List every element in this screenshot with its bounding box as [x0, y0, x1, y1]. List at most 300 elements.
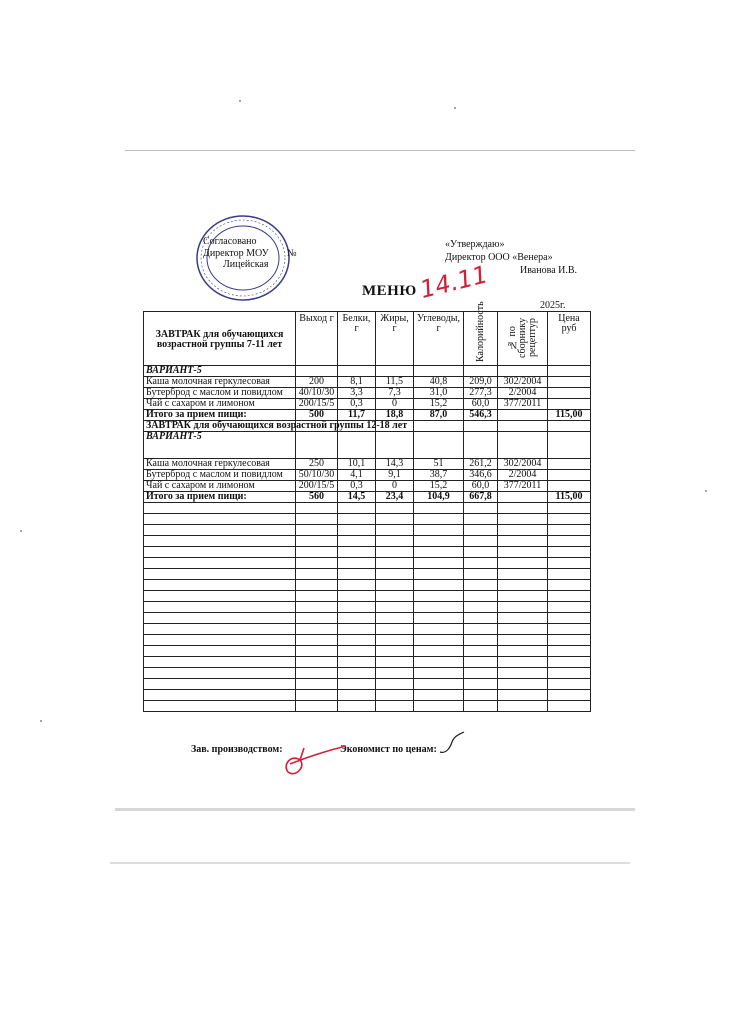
footer-economist: Экономист по ценам:: [340, 744, 437, 755]
col-recipe: № по сборнику рецептур: [506, 317, 538, 359]
empty-row: [144, 602, 591, 613]
dish-row: [144, 459, 591, 470]
dish-recipe: 302/2004: [498, 459, 548, 470]
empty-cell: [338, 514, 376, 525]
empty-cell: [414, 503, 464, 514]
empty-cell: [338, 536, 376, 547]
empty-cell: [376, 668, 414, 679]
dish-yield: 40/10/30: [296, 388, 338, 399]
dish-protein: 4,1: [338, 470, 376, 481]
empty-cell: [498, 366, 548, 377]
total-label: Итого за прием пищи:: [144, 492, 296, 503]
stamp-agreed: Согласовано: [203, 236, 257, 247]
approval-director: Директор ООО «Венера»: [445, 252, 553, 263]
dish-fat: 0: [376, 399, 414, 410]
empty-cell: [498, 580, 548, 591]
dish-name: Бутерброд с маслом и повидлом: [144, 388, 296, 399]
dish-yield: 250: [296, 459, 338, 470]
empty-cell: [144, 657, 296, 668]
empty-cell: [144, 613, 296, 624]
empty-cell: [464, 657, 498, 668]
handwritten-date: 14.11: [417, 260, 491, 304]
dish-price: [548, 377, 591, 388]
empty-cell: [548, 514, 591, 525]
empty-cell: [144, 514, 296, 525]
empty-cell: [296, 679, 338, 690]
empty-cell: [498, 690, 548, 701]
black-signature: [436, 730, 466, 756]
empty-cell: [144, 569, 296, 580]
scan-speck: [454, 107, 456, 109]
empty-cell: [338, 624, 376, 635]
empty-cell: [296, 536, 338, 547]
empty-cell: [338, 679, 376, 690]
dish-calories: 277,3: [464, 388, 498, 399]
empty-cell: [464, 580, 498, 591]
empty-cell: [498, 657, 548, 668]
empty-row: [144, 514, 591, 525]
dish-protein: 8,1: [338, 377, 376, 388]
empty-cell: [548, 679, 591, 690]
empty-cell: [144, 536, 296, 547]
empty-cell: [296, 646, 338, 657]
empty-cell: [548, 366, 591, 377]
scan-line-bottom: [110, 862, 630, 864]
empty-cell: [548, 657, 591, 668]
empty-cell: [464, 366, 498, 377]
dish-carbs: 38,7: [414, 470, 464, 481]
variant-label: ВАРИАНТ-5: [144, 432, 296, 459]
empty-cell: [498, 536, 548, 547]
dish-yield: 200/15/5: [296, 481, 338, 492]
empty-cell: [464, 668, 498, 679]
empty-row: [144, 580, 591, 591]
empty-cell: [464, 690, 498, 701]
empty-cell: [296, 624, 338, 635]
variant-label: ВАРИАНТ-5: [144, 366, 296, 377]
col-calories: Калорийность: [474, 301, 486, 362]
dish-price: [548, 399, 591, 410]
total-protein: 14,5: [338, 492, 376, 503]
empty-cell: [338, 432, 376, 459]
empty-cell: [376, 701, 414, 712]
total-protein: 11,7: [338, 410, 376, 421]
empty-cell: [338, 569, 376, 580]
total-calories: 667,8: [464, 492, 498, 503]
dish-recipe: 302/2004: [498, 377, 548, 388]
empty-cell: [498, 569, 548, 580]
empty-row: [144, 503, 591, 514]
empty-cell: [376, 547, 414, 558]
empty-cell: [464, 646, 498, 657]
menu-body: [144, 366, 591, 712]
empty-cell: [296, 602, 338, 613]
empty-cell: [464, 421, 498, 432]
empty-cell: [376, 525, 414, 536]
dish-recipe: 2/2004: [498, 388, 548, 399]
total-fat: 18,8: [376, 410, 414, 421]
empty-row: [144, 679, 591, 690]
total-row: [144, 492, 591, 503]
empty-cell: [296, 525, 338, 536]
stamp-number-label: №: [287, 248, 297, 259]
empty-row: [144, 558, 591, 569]
empty-cell: [296, 657, 338, 668]
empty-cell: [376, 503, 414, 514]
empty-cell: [548, 547, 591, 558]
dish-calories: 60,0: [464, 399, 498, 410]
empty-cell: [414, 602, 464, 613]
empty-cell: [144, 624, 296, 635]
dish-protein: 3,3: [338, 388, 376, 399]
empty-cell: [296, 569, 338, 580]
empty-cell: [376, 602, 414, 613]
empty-cell: [548, 646, 591, 657]
dish-row: [144, 377, 591, 388]
empty-cell: [144, 602, 296, 613]
col-yield: Выход г: [296, 312, 338, 366]
empty-cell: [338, 613, 376, 624]
total-recipe: [498, 492, 548, 503]
empty-cell: [464, 514, 498, 525]
dish-price: [548, 481, 591, 492]
empty-cell: [548, 432, 591, 459]
col-fat: Жиры, г: [376, 312, 414, 366]
empty-cell: [464, 525, 498, 536]
dish-carbs: 15,2: [414, 481, 464, 492]
empty-cell: [498, 646, 548, 657]
dish-row: [144, 481, 591, 492]
red-signature: [280, 742, 350, 782]
empty-cell: [498, 421, 548, 432]
empty-row: [144, 635, 591, 646]
empty-cell: [414, 366, 464, 377]
dish-fat: 0: [376, 481, 414, 492]
empty-cell: [414, 613, 464, 624]
variant-row: [144, 366, 591, 377]
empty-cell: [464, 547, 498, 558]
empty-cell: [296, 613, 338, 624]
empty-cell: [548, 591, 591, 602]
empty-cell: [338, 503, 376, 514]
empty-cell: [548, 569, 591, 580]
empty-cell: [296, 503, 338, 514]
dish-row: [144, 388, 591, 399]
empty-cell: [414, 690, 464, 701]
col-recipe-cell: [498, 312, 548, 366]
empty-cell: [338, 690, 376, 701]
empty-row: [144, 613, 591, 624]
empty-cell: [498, 624, 548, 635]
empty-cell: [414, 514, 464, 525]
empty-cell: [144, 635, 296, 646]
empty-cell: [338, 668, 376, 679]
scan-speck: [40, 720, 42, 722]
empty-cell: [464, 613, 498, 624]
empty-cell: [548, 536, 591, 547]
empty-cell: [338, 701, 376, 712]
total-price: 115,00: [548, 410, 591, 421]
empty-row: [144, 668, 591, 679]
empty-cell: [498, 558, 548, 569]
year-label: 2025г.: [540, 300, 566, 311]
empty-cell: [498, 613, 548, 624]
empty-cell: [548, 525, 591, 536]
dish-price: [548, 459, 591, 470]
total-carbs: 87,0: [414, 410, 464, 421]
empty-cell: [414, 668, 464, 679]
empty-cell: [498, 503, 548, 514]
dish-calories: 209,0: [464, 377, 498, 388]
empty-row: [144, 646, 591, 657]
empty-cell: [414, 635, 464, 646]
empty-cell: [144, 547, 296, 558]
variant-row: [144, 432, 591, 459]
empty-cell: [498, 635, 548, 646]
dish-name: Бутерброд с маслом и повидлом: [144, 470, 296, 481]
scan-speck: [20, 530, 22, 532]
empty-cell: [464, 558, 498, 569]
empty-cell: [548, 668, 591, 679]
empty-cell: [414, 432, 464, 459]
empty-cell: [144, 701, 296, 712]
empty-cell: [464, 432, 498, 459]
empty-cell: [338, 366, 376, 377]
total-recipe: [498, 410, 548, 421]
empty-cell: [144, 580, 296, 591]
empty-cell: [498, 525, 548, 536]
dish-row: [144, 470, 591, 481]
approval-heading: «Утверждаю»: [445, 239, 505, 250]
empty-cell: [338, 525, 376, 536]
scan-line-top: [125, 150, 635, 151]
total-calories: 546,3: [464, 410, 498, 421]
empty-cell: [414, 580, 464, 591]
empty-cell: [548, 624, 591, 635]
empty-cell: [376, 580, 414, 591]
empty-cell: [144, 668, 296, 679]
empty-cell: [498, 602, 548, 613]
group-1-title: ЗАВТРАК для обучающихся возрастной группы 7-11 лет: [144, 312, 296, 366]
empty-cell: [376, 690, 414, 701]
empty-cell: [414, 591, 464, 602]
empty-cell: [548, 503, 591, 514]
approval-name: Иванова И.В.: [520, 265, 578, 276]
empty-row: [144, 525, 591, 536]
empty-cell: [144, 690, 296, 701]
empty-cell: [464, 503, 498, 514]
footer-production-head: Зав. производством:: [191, 744, 283, 755]
empty-cell: [296, 514, 338, 525]
empty-cell: [498, 701, 548, 712]
empty-cell: [498, 432, 548, 459]
empty-cell: [338, 657, 376, 668]
total-yield: 560: [296, 492, 338, 503]
empty-cell: [296, 701, 338, 712]
col-carbs: Углеводы, г: [414, 312, 464, 366]
empty-cell: [464, 536, 498, 547]
dish-fat: 11,5: [376, 377, 414, 388]
empty-cell: [296, 366, 338, 377]
empty-cell: [464, 635, 498, 646]
empty-row: [144, 569, 591, 580]
empty-cell: [498, 514, 548, 525]
dish-yield: 200: [296, 377, 338, 388]
empty-cell: [414, 624, 464, 635]
empty-cell: [376, 591, 414, 602]
empty-cell: [296, 591, 338, 602]
empty-cell: [144, 525, 296, 536]
dish-name: Чай с сахаром и лимоном: [144, 481, 296, 492]
dish-carbs: 15,2: [414, 399, 464, 410]
total-fat: 23,4: [376, 492, 414, 503]
empty-cell: [144, 558, 296, 569]
empty-cell: [338, 591, 376, 602]
empty-cell: [464, 679, 498, 690]
empty-cell: [376, 558, 414, 569]
empty-cell: [376, 366, 414, 377]
empty-cell: [296, 432, 338, 459]
empty-cell: [376, 536, 414, 547]
empty-row: [144, 690, 591, 701]
empty-cell: [548, 580, 591, 591]
empty-cell: [296, 558, 338, 569]
empty-row: [144, 591, 591, 602]
total-label: Итого за прием пищи:: [144, 410, 296, 421]
empty-cell: [376, 432, 414, 459]
dish-protein: 0,3: [338, 399, 376, 410]
dish-calories: 60,0: [464, 481, 498, 492]
dish-price: [548, 470, 591, 481]
empty-cell: [498, 679, 548, 690]
empty-row: [144, 701, 591, 712]
empty-cell: [498, 547, 548, 558]
empty-cell: [414, 657, 464, 668]
empty-cell: [296, 547, 338, 558]
empty-cell: [338, 547, 376, 558]
dish-name: Чай с сахаром и лимоном: [144, 399, 296, 410]
empty-cell: [548, 701, 591, 712]
empty-cell: [376, 657, 414, 668]
dish-yield: 50/10/30: [296, 470, 338, 481]
col-calories-cell: [464, 301, 498, 366]
empty-cell: [548, 613, 591, 624]
stamp-school: Лицейская: [223, 259, 269, 270]
dish-recipe: 377/2011: [498, 481, 548, 492]
dish-fat: 9,1: [376, 470, 414, 481]
scan-speck: [705, 490, 707, 492]
empty-cell: [338, 580, 376, 591]
empty-cell: [414, 646, 464, 657]
scan-speck: [239, 100, 241, 102]
empty-cell: [338, 635, 376, 646]
empty-cell: [548, 602, 591, 613]
empty-row: [144, 624, 591, 635]
dish-protein: 10,1: [338, 459, 376, 470]
empty-cell: [376, 613, 414, 624]
empty-cell: [376, 646, 414, 657]
group-title-row: [144, 421, 591, 432]
empty-cell: [144, 591, 296, 602]
empty-row: [144, 536, 591, 547]
dish-fat: 14,3: [376, 459, 414, 470]
empty-cell: [414, 547, 464, 558]
empty-cell: [296, 635, 338, 646]
stamp-director: Директор МОУ: [203, 248, 269, 259]
empty-cell: [414, 525, 464, 536]
dish-calories: 346,6: [464, 470, 498, 481]
col-price: Цена руб: [548, 312, 591, 366]
dish-recipe: 2/2004: [498, 470, 548, 481]
page-title: МЕНЮ: [362, 283, 417, 299]
empty-cell: [144, 679, 296, 690]
empty-cell: [296, 668, 338, 679]
empty-cell: [376, 514, 414, 525]
empty-cell: [414, 569, 464, 580]
empty-cell: [464, 602, 498, 613]
total-price: 115,00: [548, 492, 591, 503]
empty-cell: [144, 646, 296, 657]
empty-cell: [548, 635, 591, 646]
scan-line-mid: [115, 808, 635, 811]
empty-cell: [376, 679, 414, 690]
empty-cell: [548, 690, 591, 701]
empty-row: [144, 657, 591, 668]
empty-cell: [414, 701, 464, 712]
empty-cell: [296, 580, 338, 591]
empty-cell: [548, 421, 591, 432]
empty-cell: [498, 591, 548, 602]
empty-cell: [464, 569, 498, 580]
dish-carbs: 51: [414, 459, 464, 470]
empty-cell: [144, 503, 296, 514]
dish-fat: 7,3: [376, 388, 414, 399]
empty-cell: [338, 558, 376, 569]
empty-cell: [338, 602, 376, 613]
empty-cell: [548, 558, 591, 569]
empty-cell: [414, 421, 464, 432]
round-stamp: [193, 212, 293, 304]
dish-protein: 0,3: [338, 481, 376, 492]
dish-carbs: 40,8: [414, 377, 464, 388]
empty-cell: [464, 624, 498, 635]
empty-cell: [498, 668, 548, 679]
empty-cell: [464, 701, 498, 712]
dish-recipe: 377/2011: [498, 399, 548, 410]
empty-cell: [296, 690, 338, 701]
empty-cell: [414, 679, 464, 690]
total-yield: 500: [296, 410, 338, 421]
empty-cell: [338, 646, 376, 657]
dish-row: [144, 399, 591, 410]
empty-row: [144, 547, 591, 558]
empty-cell: [376, 635, 414, 646]
empty-cell: [376, 569, 414, 580]
dish-carbs: 31,0: [414, 388, 464, 399]
dish-price: [548, 388, 591, 399]
empty-cell: [376, 624, 414, 635]
empty-cell: [464, 591, 498, 602]
dish-calories: 261,2: [464, 459, 498, 470]
dish-name: Каша молочная геркулесовая: [144, 459, 296, 470]
empty-cell: [414, 558, 464, 569]
header-row: [144, 312, 591, 366]
col-protein: Белки, г: [338, 312, 376, 366]
empty-cell: [414, 536, 464, 547]
group-2-title: ЗАВТРАК для обучающихся возрастной группы 12-18 лет: [144, 421, 296, 432]
total-carbs: 104,9: [414, 492, 464, 503]
total-row: [144, 410, 591, 421]
